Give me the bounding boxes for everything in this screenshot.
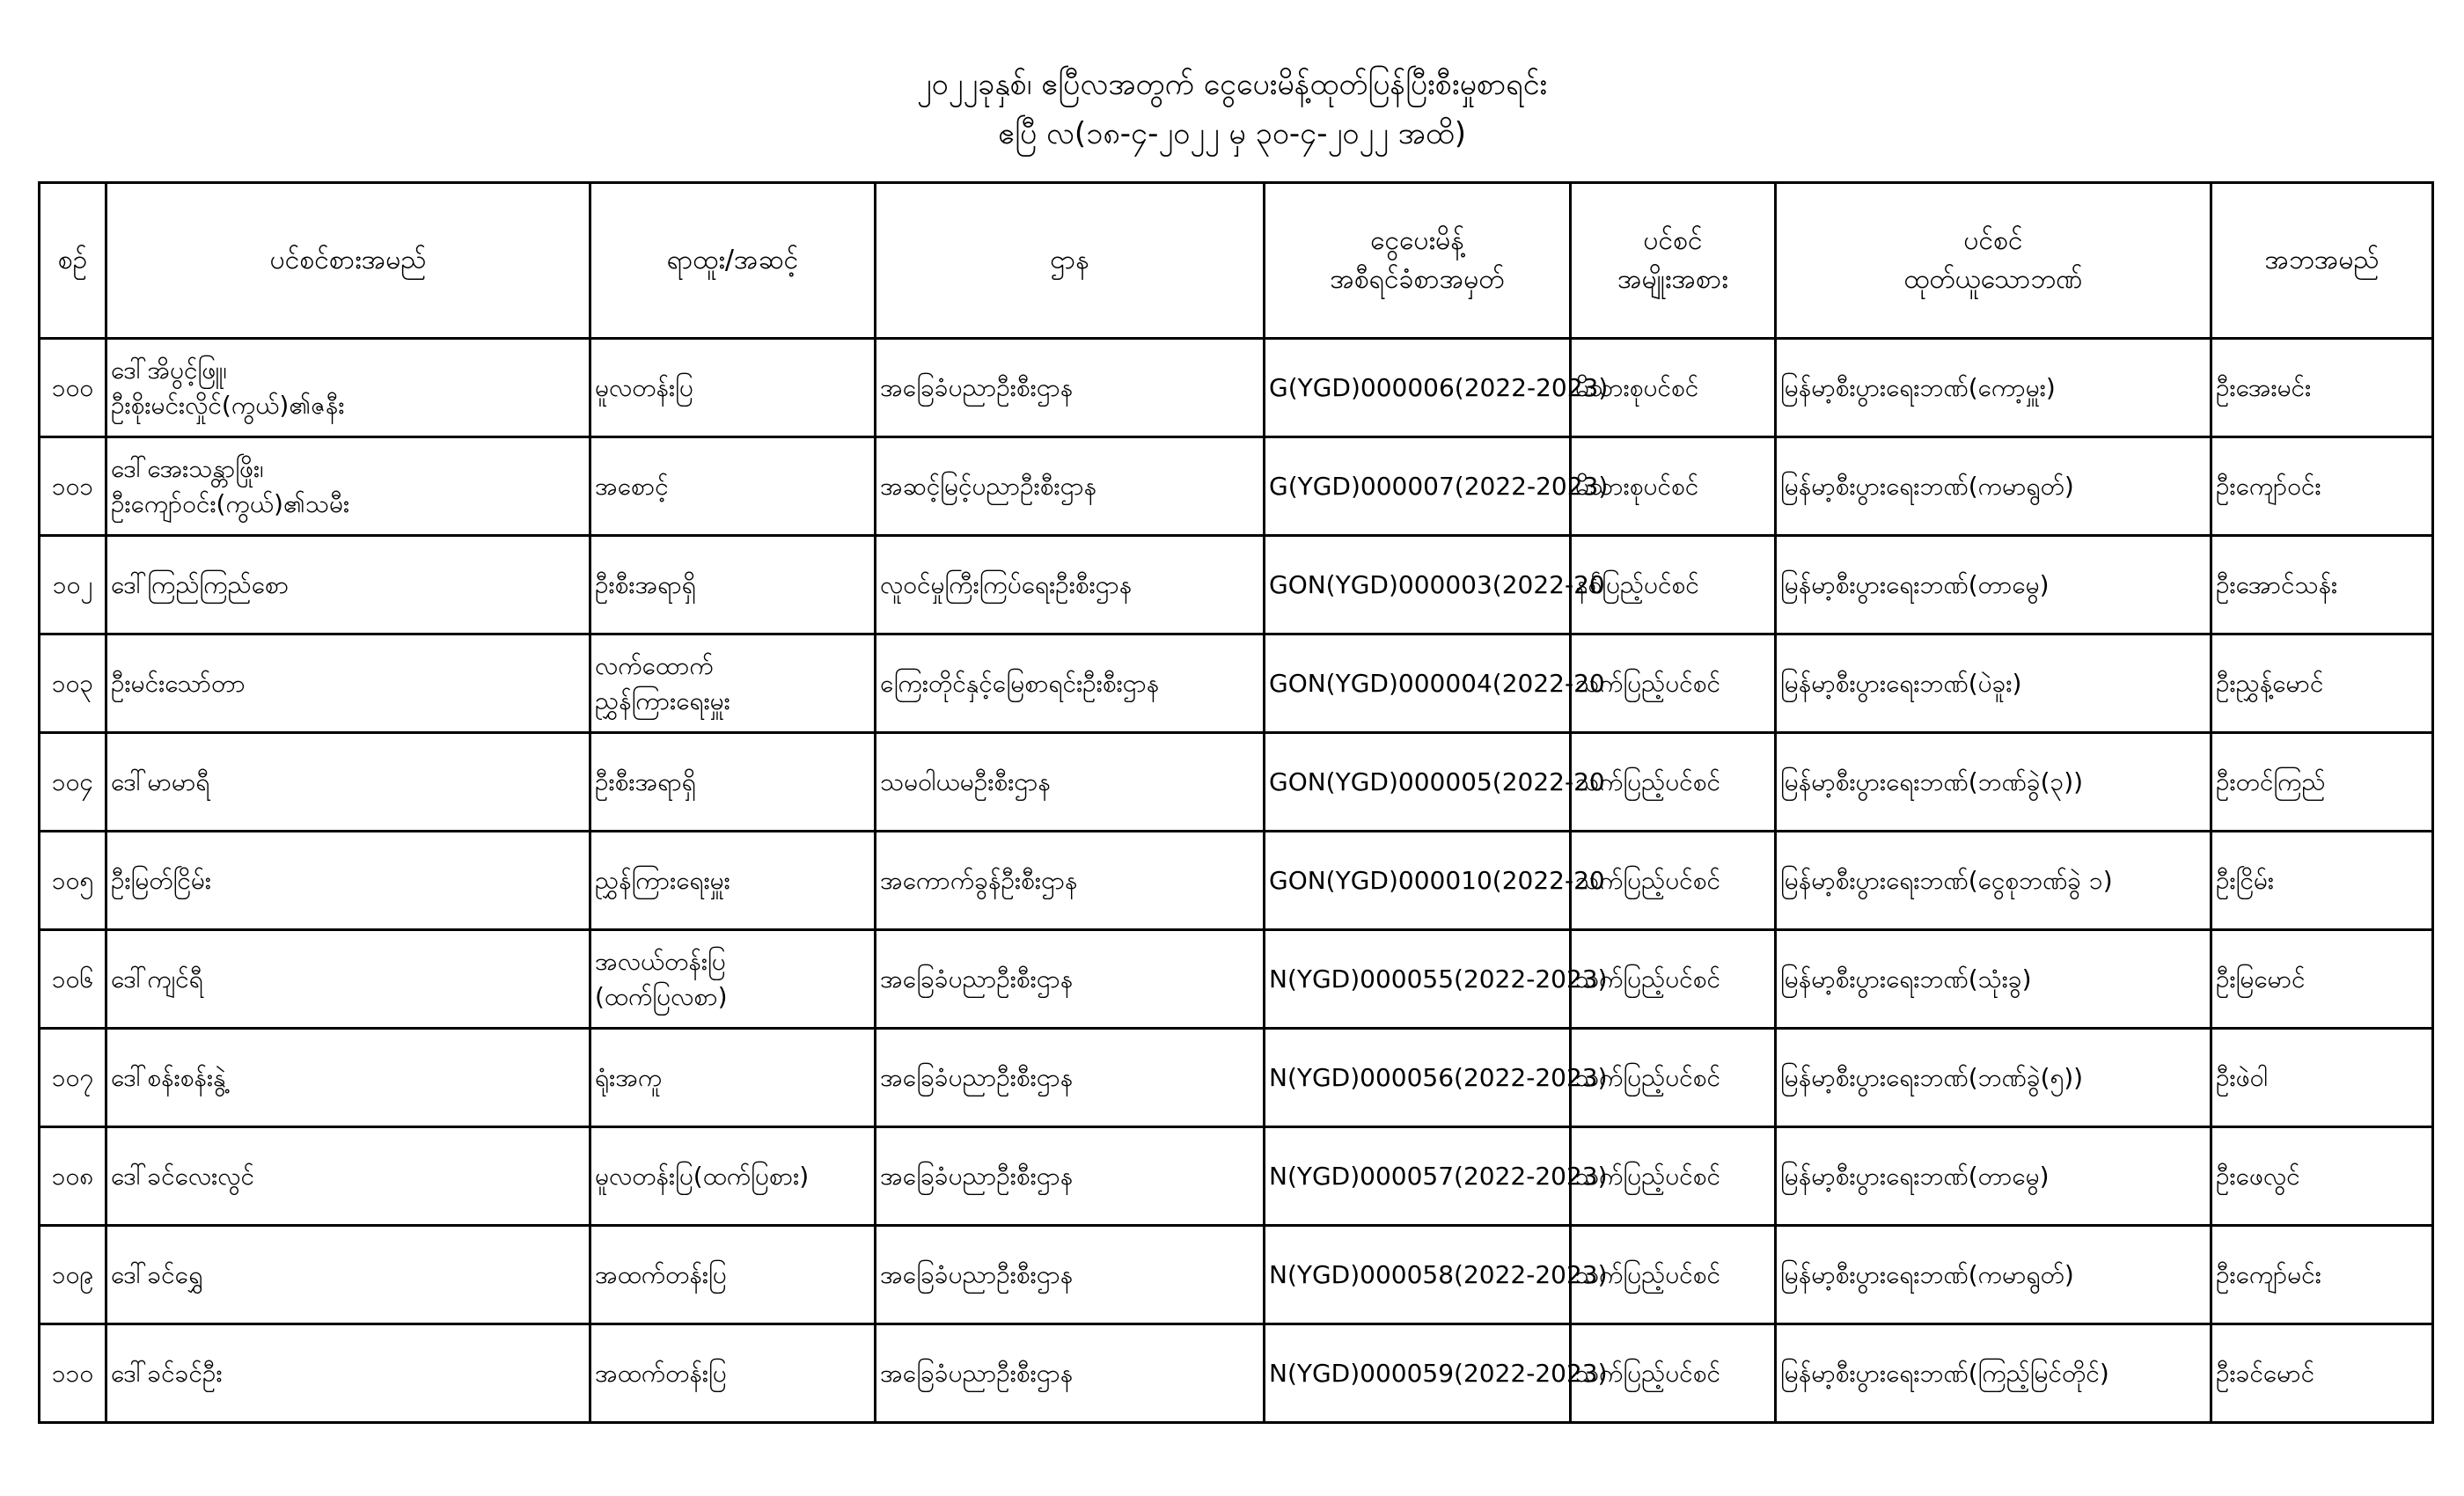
cell-name-text: ဒေါ်အေးသန္တာဖြိုး၊ [111, 453, 264, 483]
cell-name [106, 1226, 590, 1324]
cell-name [106, 930, 590, 1029]
cell-father-name-text: ဦးဖေလွင် [2216, 1161, 2300, 1191]
cell-father-name-text: ဦးခင်မောင် [2216, 1358, 2315, 1388]
cell-payment-order [1265, 339, 1609, 437]
cell-name [106, 1029, 590, 1127]
cell-name-text: ဒေါ်ကျင်ရီ [111, 964, 203, 994]
cell-bank-text: မြန်မာ့စီးပွားရေးဘဏ်(ငွေစုဘဏ်ခွဲ ၁) [1780, 865, 2113, 895]
cell-department [876, 536, 1265, 634]
cell-department-text: ကြေးတိုင်နှင့်မြေစာရင်းဦးစီးဌာန [880, 668, 1160, 698]
cell-name-text: ဦးမြတ်ငြိမ်း [111, 865, 211, 895]
cell-rank-text: မူလတန်းပြ(ထက်ပြစား) [595, 1161, 810, 1191]
cell-bank [1776, 1226, 2211, 1324]
cell-department [876, 437, 1265, 536]
cell-father-name-text: ဦးညွှန့်မောင် [2216, 668, 2324, 698]
cell-bank-text: မြန်မာ့စီးပွားရေးဘဏ်(ကော့မှူး) [1780, 372, 2056, 402]
cell-pension-type [1571, 1324, 1776, 1423]
cell-bank [1776, 536, 2211, 634]
cell-father-name [2211, 536, 2433, 634]
cell-name-text: ဒေါ်ကြည်ကြည်စော [111, 569, 290, 599]
cell-department-text: အခြေခံပညာဦးစီးဌာန [880, 1358, 1074, 1388]
cell-department [876, 1226, 1265, 1324]
header-rank: ရာထူး/အဆင့် [590, 183, 876, 339]
pension-table [38, 181, 2434, 1424]
cell-no [40, 339, 106, 437]
cell-rank-text: (ထက်ပြလစာ) [595, 981, 728, 1011]
cell-bank-text: မြန်မာ့စီးပွားရေးဘဏ်(ဘဏ်ခွဲ(၅)) [1780, 1062, 2084, 1092]
cell-rank-text: အလယ်တန်းပြ [595, 946, 726, 976]
cell-payment-order [1265, 1226, 1608, 1324]
cell-father-name [2211, 339, 2433, 437]
cell-bank-text: မြန်မာ့စီးပွားရေးဘဏ်(ကြည့်မြင်တိုင်) [1780, 1358, 2109, 1388]
cell-department-text: အခြေခံပညာဦးစီးဌာန [880, 1161, 1074, 1191]
cell-department-text: အကောက်ခွန်ဦးစီးဌာန [880, 865, 1078, 895]
cell-no-text: ၁၀၈ [51, 1161, 94, 1191]
cell-bank-text: မြန်မာ့စီးပွားရေးဘဏ်(ပဲခူး) [1780, 668, 2022, 698]
cell-pension-type [1571, 930, 1776, 1029]
cell-bank [1776, 930, 2211, 1029]
cell-father-name [2211, 1029, 2433, 1127]
cell-payment-order-text: GON(YGD)000010(2022-20 [1269, 865, 1605, 895]
cell-pension-type-text: နစ်ပြည့်ပင်စင် [1575, 569, 1699, 599]
cell-rank [590, 634, 876, 733]
table-row [40, 1324, 2433, 1423]
cell-name [106, 1324, 590, 1423]
cell-father-name-text: ဦးအောင်သန်း [2216, 569, 2338, 599]
cell-no [40, 1029, 106, 1127]
cell-no-text: ၁၀၂ [52, 569, 93, 599]
cell-father-name [2211, 733, 2433, 832]
cell-name [106, 634, 590, 733]
cell-pension-type [1571, 536, 1776, 634]
cell-pension-type [1571, 1226, 1776, 1324]
cell-payment-order-text: N(YGD)000059(2022-2023) [1269, 1358, 1608, 1388]
cell-pension-type-text: သက်ပြည့်ပင်စင် [1575, 964, 1720, 994]
cell-rank [590, 1029, 876, 1127]
cell-department [876, 1029, 1265, 1127]
table-row [40, 733, 2433, 832]
cell-bank-text: မြန်မာ့စီးပွားရေးဘဏ်(ကမာရွတ်) [1780, 471, 2074, 501]
cell-department-text: အဆင့်မြင့်ပညာဦးစီးဌာန [880, 471, 1097, 501]
cell-father-name [2211, 832, 2433, 930]
table-body [40, 339, 2433, 1423]
table-header [40, 183, 2433, 339]
cell-payment-order-text: GON(YGD)000004(2022-20 [1269, 668, 1605, 698]
cell-rank [590, 930, 876, 1029]
cell-name-text: ဦးကျော်ဝင်း(ကွယ်)၏သမီး [111, 488, 350, 518]
cell-father-name-text: ဦးတင်ကြည် [2216, 766, 2326, 796]
table-row [40, 1029, 2433, 1127]
cell-no [40, 634, 106, 733]
header-pension-type: ပင်စင် အမျိုးအစား [1571, 183, 1776, 339]
table-row [40, 930, 2433, 1029]
title-line-1: ၂၀၂၂ခုနှစ်၊ ဧပြီလအတွက် ငွေပေးမိန့်ထုတ်ပြန်ပြီးစီးမှုစာရင်း [916, 67, 1548, 102]
cell-no-text: ၁၀၄ [51, 766, 94, 796]
cell-bank [1776, 437, 2211, 536]
table-row [40, 634, 2433, 733]
cell-father-name [2211, 1127, 2433, 1226]
cell-no [40, 1127, 106, 1226]
cell-bank [1776, 1127, 2211, 1226]
cell-pension-type [1571, 437, 1776, 536]
header-father-name: အဘအမည် [2211, 183, 2433, 339]
header-name: ပင်စင်စားအမည် [106, 183, 590, 339]
cell-pension-type-text: မိသားစုပင်စင် [1575, 372, 1699, 402]
cell-rank [590, 339, 876, 437]
header-bank: ပင်စင် ထုတ်ယူသောဘဏ် [1776, 183, 2211, 339]
cell-rank-text: ဦးစီးအရာရှိ [595, 766, 696, 796]
cell-department [876, 634, 1265, 733]
cell-no [40, 733, 106, 832]
table-row [40, 536, 2433, 634]
table-row [40, 1226, 2433, 1324]
header-row [40, 183, 2433, 339]
cell-no-text: ၁၀၃ [51, 668, 94, 698]
cell-department-text: သမဝါယမဦးစီးဌာန [880, 766, 1051, 796]
cell-payment-order-text: G(YGD)000006(2022-2023) [1269, 372, 1609, 402]
cell-payment-order [1265, 1127, 1608, 1226]
cell-rank-text: ညွှန်ကြားရေးမှူး [595, 865, 730, 895]
header-payment-order: ငွေပေးမိန့် အစီရင်ခံစာအမှတ် [1265, 183, 1571, 339]
cell-name-text: ဦးမင်းသော်တာ [111, 668, 246, 698]
cell-department-text: အခြေခံပညာဦးစီးဌာန [880, 1062, 1074, 1092]
cell-no-text: ၁၀၇ [51, 1062, 94, 1092]
cell-pension-type-text: သက်ပြည့်ပင်စင် [1575, 766, 1720, 796]
cell-bank [1776, 634, 2211, 733]
cell-department-text: အခြေခံပညာဦးစီးဌာန [880, 1259, 1074, 1289]
cell-payment-order [1265, 1324, 1608, 1423]
cell-no [40, 1324, 106, 1423]
cell-no-text: ၁၀၀ [51, 372, 94, 402]
cell-bank-text: မြန်မာ့စီးပွားရေးဘဏ်(ကမာရွတ်) [1780, 1259, 2074, 1289]
cell-payment-order-text: GON(YGD)000003(2022-20 [1269, 569, 1605, 599]
cell-department [876, 1324, 1265, 1423]
cell-pension-type-text: သက်ပြည့်ပင်စင် [1575, 1161, 1720, 1191]
cell-payment-order-text: G(YGD)000007(2022-2023) [1269, 471, 1609, 501]
cell-rank [590, 1127, 876, 1226]
document-title [0, 60, 2464, 158]
cell-department-text: အခြေခံပညာဦးစီးဌာန [880, 964, 1074, 994]
cell-bank [1776, 1029, 2211, 1127]
cell-department [876, 832, 1265, 930]
cell-name-text: ဦးစိုးမင်းလှိုင်(ကွယ်)၏ဇနီး [111, 390, 345, 420]
table-row [40, 832, 2433, 930]
cell-pension-type-text: မိသားစုပင်စင် [1575, 471, 1699, 501]
cell-name-text: ဒေါ်အိပွင့်ဖြူ၊ [111, 355, 227, 385]
cell-payment-order [1265, 832, 1605, 930]
cell-father-name [2211, 634, 2433, 733]
cell-pension-type [1571, 832, 1776, 930]
cell-father-name-text: ဦးအေးမင်း [2216, 372, 2312, 402]
cell-pension-type-text: သက်ပြည့်ပင်စင် [1575, 865, 1720, 895]
cell-rank-text: အထက်တန်းပြ [595, 1358, 727, 1388]
cell-rank [590, 1226, 876, 1324]
cell-bank-text: မြန်မာ့စီးပွားရေးဘဏ်(တာမွေ) [1780, 569, 2050, 599]
cell-rank-text: အစောင့် [595, 471, 669, 501]
cell-payment-order-text: N(YGD)000058(2022-2023) [1269, 1259, 1608, 1289]
cell-father-name [2211, 1226, 2433, 1324]
cell-payment-order-text: N(YGD)000057(2022-2023) [1269, 1161, 1608, 1191]
cell-no [40, 832, 106, 930]
cell-bank-text: မြန်မာ့စီးပွားရေးဘဏ်(တာမွေ) [1780, 1161, 2050, 1191]
cell-name [106, 733, 590, 832]
cell-bank-text: မြန်မာ့စီးပွားရေးဘဏ်(သုံးခွ) [1780, 964, 2032, 994]
header-no: စဉ် [40, 183, 106, 339]
cell-bank [1776, 339, 2211, 437]
cell-pension-type-text: သက်ပြည့်ပင်စင် [1575, 1062, 1720, 1092]
cell-department [876, 733, 1265, 832]
table-row [40, 437, 2433, 536]
cell-name [106, 832, 590, 930]
cell-no [40, 536, 106, 634]
cell-pension-type-text: သက်ပြည့်ပင်စင် [1575, 1259, 1720, 1289]
cell-father-name [2211, 437, 2433, 536]
cell-payment-order-text: GON(YGD)000005(2022-20 [1269, 766, 1605, 796]
cell-department [876, 930, 1265, 1029]
cell-payment-order-text: N(YGD)000055(2022-2023) [1269, 964, 1608, 994]
cell-father-name-text: ဦးငြိမ်း [2216, 865, 2274, 895]
cell-father-name-text: ဦးမြမောင် [2216, 964, 2306, 994]
cell-no [40, 930, 106, 1029]
cell-name-text: ဒေါ်စန်းစန်းနွဲ့ [111, 1062, 226, 1092]
cell-rank [590, 1324, 876, 1423]
cell-payment-order [1265, 437, 1609, 536]
cell-pension-type [1571, 1029, 1776, 1127]
cell-no-text: ၁၀၅ [51, 865, 94, 895]
cell-name-text: ဒေါ်ခင်ခင်ဦး [111, 1358, 223, 1388]
cell-no-text: ၁၀၆ [51, 964, 94, 994]
cell-payment-order [1265, 634, 1605, 733]
cell-father-name-text: ဦးကျော်ဝင်း [2216, 471, 2321, 501]
cell-rank [590, 832, 876, 930]
table-row [40, 1127, 2433, 1226]
cell-bank [1776, 832, 2211, 930]
cell-bank [1776, 733, 2211, 832]
cell-no [40, 1226, 106, 1324]
title-line-2: ဧပြီ လ(၁၈-၄-၂၀၂၂ မှ ၃၀-၄-၂၀၂၂ အထိ) [998, 116, 1466, 151]
cell-rank [590, 536, 876, 634]
cell-name-text: ဒေါ်ခင်လေးလွင် [111, 1161, 254, 1191]
cell-rank-text: ညွှန်ကြားရေးမှူး [595, 686, 730, 715]
cell-rank [590, 437, 876, 536]
cell-department [876, 1127, 1265, 1226]
cell-payment-order [1265, 733, 1605, 832]
cell-department [876, 339, 1265, 437]
cell-name [106, 1127, 590, 1226]
cell-payment-order [1265, 930, 1608, 1029]
cell-payment-order-text: N(YGD)000056(2022-2023) [1269, 1062, 1608, 1092]
cell-name [106, 536, 590, 634]
cell-pension-type [1571, 339, 1776, 437]
cell-father-name-text: ဦးကျော်မင်း [2216, 1259, 2321, 1289]
cell-department-text: လူဝင်မှုကြီးကြပ်ရေးဦးစီးဌာန [880, 569, 1133, 599]
header-department: ဌာန [876, 183, 1265, 339]
cell-no [40, 437, 106, 536]
cell-rank-text: ဦးစီးအရာရှိ [595, 569, 696, 599]
cell-pension-type [1571, 634, 1776, 733]
cell-pension-type-text: သက်ပြည့်ပင်စင် [1575, 668, 1720, 698]
cell-department-text: အခြေခံပညာဦးစီးဌာန [880, 372, 1074, 402]
cell-payment-order [1265, 536, 1605, 634]
cell-father-name-text: ဦးဖဲဝါ [2216, 1062, 2269, 1092]
cell-name-text: ဒေါ်မာမာရီ [111, 766, 210, 796]
cell-rank-text: ရုံးအကူ [595, 1062, 663, 1092]
cell-name [106, 437, 590, 536]
cell-rank-text: လက်ထောက် [595, 650, 714, 680]
cell-rank-text: အထက်တန်းပြ [595, 1259, 727, 1289]
cell-pension-type [1571, 733, 1776, 832]
cell-payment-order [1265, 1029, 1608, 1127]
cell-father-name [2211, 1324, 2433, 1423]
cell-pension-type-text: သက်ပြည့်ပင်စင် [1575, 1358, 1720, 1388]
cell-rank [590, 733, 876, 832]
cell-no-text: ၁၀၉ [51, 1259, 94, 1289]
cell-pension-type [1571, 1127, 1776, 1226]
cell-name-text: ဒေါ်ခင်ရွှေ [111, 1259, 203, 1289]
cell-rank-text: မူလတန်းပြ [595, 372, 693, 402]
cell-father-name [2211, 930, 2433, 1029]
cell-no-text: ၁၀၁ [51, 471, 94, 501]
cell-no-text: ၁၁၀ [51, 1358, 94, 1388]
cell-bank-text: မြန်မာ့စီးပွားရေးဘဏ်(ဘဏ်ခွဲ(၃)) [1780, 766, 2084, 796]
cell-bank [1776, 1324, 2211, 1423]
table-row [40, 339, 2433, 437]
cell-name [106, 339, 590, 437]
